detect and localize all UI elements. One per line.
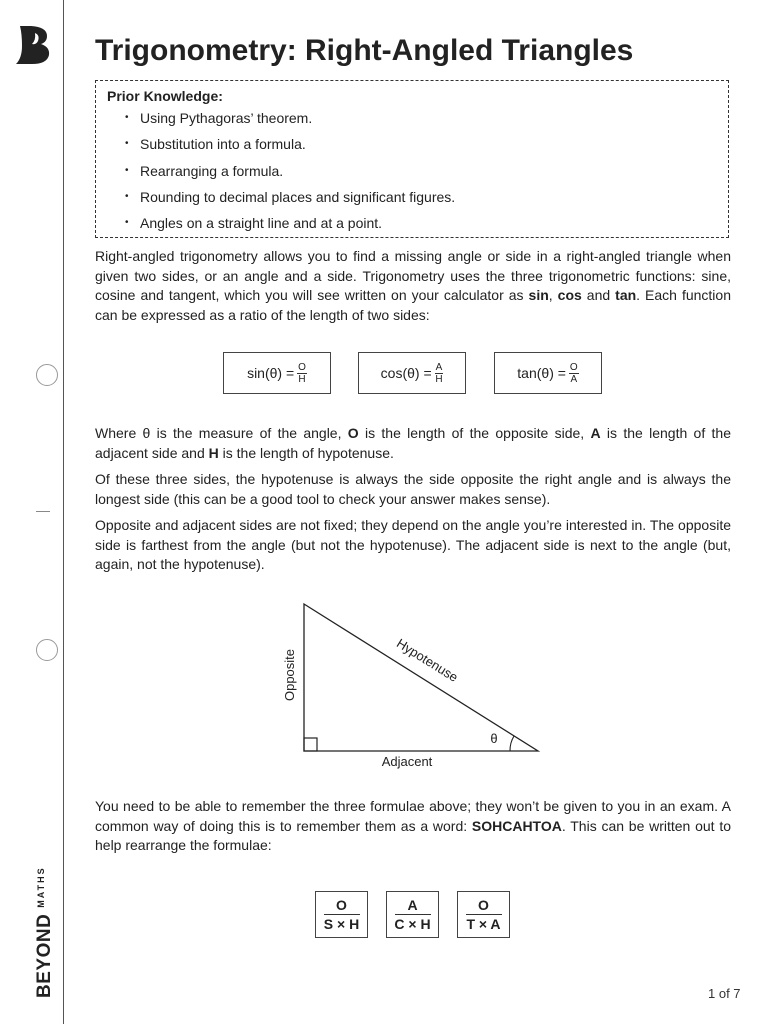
right-triangle-diagram [270, 595, 560, 775]
page-number: 1 of 7 [708, 986, 741, 1001]
margin-line [63, 0, 64, 1024]
sohcahtoa-paragraph: You need to be able to remember the three formulae above; they won’t be given to you in an exam. A common way of doing this is to remember them as a word: SOHCAHTOA. This can be written out to help rearrange the formulae: [95, 798, 731, 853]
triangle-shape [304, 604, 538, 751]
prior-knowledge-box [95, 80, 729, 238]
cosine-formula-box: cos(θ) = $\frac{A}{H}$ [358, 352, 466, 394]
opposite-adjacent-paragraph: Opposite and adjacent sides are not fixed; they depend on the angle you’re interested in. The opposite side is farthest from the angle (but not the hypotenuse). The adjacent side is next to the angle (but, again, not the hypotenuse). [95, 517, 731, 572]
adjacent-label: Adjacent [381, 754, 433, 769]
sine-formula-box: sin(θ) = $\frac{O}{H}$ [223, 352, 331, 394]
list-item: • Using Pythagoras’ theorem. [96, 109, 455, 135]
toa-triangle-box: O T × A [457, 891, 510, 938]
fold-mark [36, 511, 50, 512]
theta-label: θ [490, 731, 498, 746]
list-item: • Angles on a straight line and at a point. [96, 214, 455, 240]
cah-triangle-box: A C × H [386, 891, 439, 938]
list-item: • Rearranging a formula. [96, 162, 455, 188]
soh-triangle-box: O S × H [315, 891, 368, 938]
prior-knowledge-heading: Prior Knowledge: [107, 88, 223, 104]
brand-sub: MATHS [36, 866, 46, 908]
definitions-paragraph: Where θ is the measure of the angle, O is the length of the opposite side, A is the length of the adjacent side and H is the length of hypotenuse. [95, 425, 731, 461]
punch-hole [36, 364, 58, 386]
prior-knowledge-list [96, 109, 455, 240]
beyond-logo-icon [14, 24, 52, 66]
hypotenuse-label: Hypotenuse [393, 635, 461, 685]
right-angle-marker [304, 738, 317, 751]
angle-arc [510, 736, 514, 751]
brand-main: BEYOND [34, 913, 55, 998]
opposite-label: Opposite [282, 648, 297, 702]
list-item: • Rounding to decimal places and significant figures. [96, 188, 455, 214]
list-item: • Substitution into a formula. [96, 135, 455, 161]
punch-hole [36, 639, 58, 661]
page-title: Trigonometry: Right-Angled Triangles [95, 34, 634, 67]
hypotenuse-paragraph: Of these three sides, the hypotenuse is always the side opposite the right angle and is always the longest side (this can be a good tool to check your answer makes sense). [95, 471, 731, 507]
tangent-formula-box: tan(θ) = $\frac{O}{A}$ [494, 352, 602, 394]
intro-paragraph: Right-angled trigonometry allows you to find a missing angle or side in a right-angled triangle when given two sides, or an angle and a side. Trigonometry uses the three trigonometric functions: sine, cosine and tangent, which you will see written on your calculator as sin, cos and tan. Each function can be expressed as a ratio of the length of two sides: [95, 248, 731, 323]
brand-wordmark [34, 866, 56, 998]
